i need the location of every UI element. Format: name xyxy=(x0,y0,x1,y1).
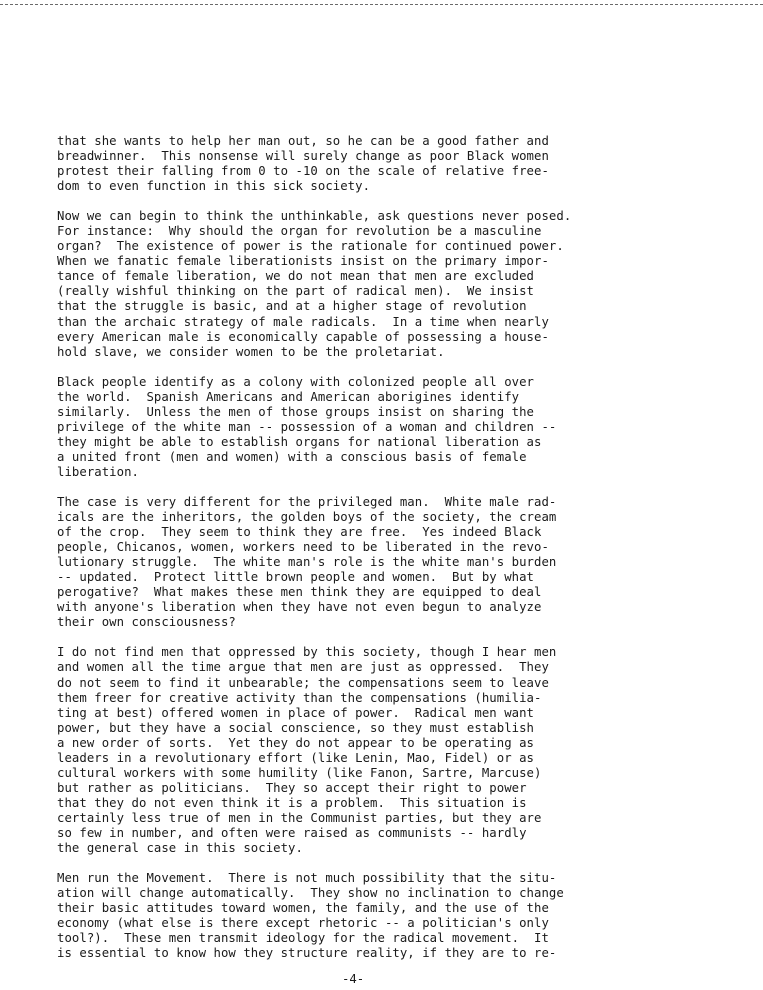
text-line: Now we can begin to think the unthinkable, ask questions never posed. xyxy=(57,209,572,224)
text-line: dom to even function in this sick society. xyxy=(57,179,371,194)
text-line: protest their falling from 0 to -10 on the scale of relative free- xyxy=(57,164,549,179)
paragraph xyxy=(57,871,757,961)
text-line: economy (what else is there except rhetoric -- a politician's only xyxy=(57,916,549,931)
text-line: with anyone's liberation when they have not even begun to analyze xyxy=(57,600,542,615)
text-line: the general case in this society. xyxy=(57,841,303,856)
top-rule-divider xyxy=(0,4,763,5)
text-line: tool?). These men transmit ideology for the radical movement. It xyxy=(57,931,549,946)
text-line: them freer for creative activity than the compensations (humilia- xyxy=(57,690,542,705)
text-line: of the crop. They seem to think they are free. Yes indeed Black xyxy=(57,525,542,540)
text-line: so few in number, and often were raised as communists -- hardly xyxy=(57,825,527,840)
text-line: When we fanatic female liberationists insist on the primary impor- xyxy=(57,254,549,269)
text-line: is essential to know how they structure reality, if they are to re- xyxy=(57,946,557,961)
text-line: that she wants to help her man out, so he can be a good father and xyxy=(57,134,549,148)
text-line: similarly. Unless the men of those groups insist on sharing the xyxy=(57,404,535,419)
paragraph xyxy=(57,645,757,856)
text-line: do not seem to find it unbearable; the compensations seem to leave xyxy=(57,675,549,690)
text-line: organ? The existence of power is the rationale for continued power. xyxy=(57,239,564,254)
text-line: that the struggle is basic, and at a higher stage of revolution xyxy=(57,299,527,314)
text-line: they might be able to establish organs for national liberation as xyxy=(57,434,542,449)
text-line: their basic attitudes toward women, the family, and the use of the xyxy=(57,901,549,916)
text-line: ation will change automatically. They show no inclination to change xyxy=(57,886,564,901)
text-line: ting at best) offered women in place of power. Radical men want xyxy=(57,705,535,720)
text-line: (really wishful thinking on the part of radical men). We insist xyxy=(57,284,535,299)
text-line: -- updated. Protect little brown people and women. But by what xyxy=(57,570,535,585)
text-line: Men run the Movement. There is not much possibility that the situ- xyxy=(57,871,557,886)
text-line: icals are the inheritors, the golden boys of the society, the cream xyxy=(57,510,557,525)
text-line: breadwinner. This nonsense will surely change as poor Black women xyxy=(57,149,549,164)
text-line: lutionary struggle. The white man's role is the white man's burden xyxy=(57,555,557,570)
text-line: leaders in a revolutionary effort (like Lenin, Mao, Fidel) or as xyxy=(57,750,535,765)
document-body xyxy=(57,134,757,976)
paragraph xyxy=(57,209,757,359)
text-line: the world. Spanish Americans and American aborigines identify xyxy=(57,389,520,404)
text-line: Black people identify as a colony with colonized people all over xyxy=(57,374,535,389)
text-line: For instance: Why should the organ for revolution be a masculine xyxy=(57,224,542,239)
text-line: power, but they have a social conscience, so they must establish xyxy=(57,720,535,735)
page-number: -4- xyxy=(342,972,365,986)
text-line: than the archaic strategy of male radicals. In a time when nearly xyxy=(57,314,549,329)
paragraph xyxy=(57,495,757,630)
paragraph xyxy=(57,375,757,480)
text-line: every American male is economically capable of possessing a house- xyxy=(57,329,549,344)
paragraph xyxy=(57,134,757,194)
text-line: but rather as politicians. They so accept their right to power xyxy=(57,780,527,795)
text-line: liberation. xyxy=(57,464,139,479)
text-line: privilege of the white man -- possession of a woman and children -- xyxy=(57,419,557,434)
text-line: their own consciousness? xyxy=(57,615,236,630)
text-line: I do not find men that oppressed by this society, though I hear men xyxy=(57,645,557,660)
text-line: that they do not even think it is a problem. This situation is xyxy=(57,795,527,810)
text-line: The case is very different for the privileged man. White male rad- xyxy=(57,494,557,509)
text-line: cultural workers with some humility (like Fanon, Sartre, Marcuse) xyxy=(57,765,542,780)
text-line: a united front (men and women) with a conscious basis of female xyxy=(57,449,527,464)
text-line: tance of female liberation, we do not mean that men are excluded xyxy=(57,269,535,284)
text-line: people, Chicanos, women, workers need to be liberated in the revo- xyxy=(57,540,549,555)
text-line: hold slave, we consider women to be the proletariat. xyxy=(57,344,445,359)
text-line: and women all the time argue that men are just as oppressed. They xyxy=(57,660,549,675)
text-line: a new order of sorts. Yet they do not appear to be operating as xyxy=(57,735,535,750)
text-line: perogative? What makes these men think they are equipped to deal xyxy=(57,585,542,600)
text-line: certainly less true of men in the Communist parties, but they are xyxy=(57,810,542,825)
